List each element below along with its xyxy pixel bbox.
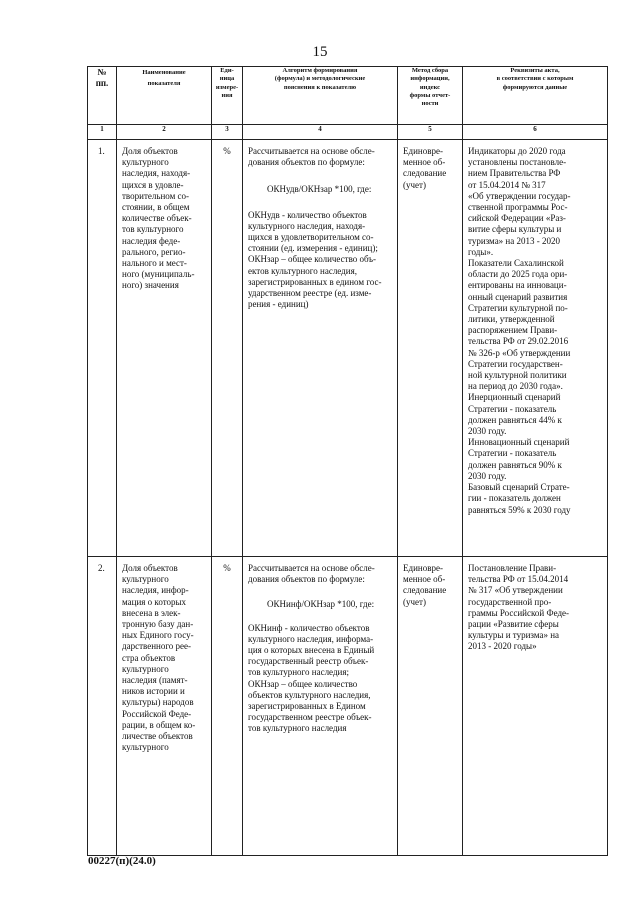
header-act-requisites: Реквизиты акта, в соответствии с которым формируются данные <box>463 67 608 125</box>
algorithm-intro: Рассчитывается на основе обсле- дования объектов по формуле: <box>248 563 375 585</box>
column-number: 1 <box>88 125 117 140</box>
column-number: 6 <box>463 125 608 140</box>
table-row <box>88 140 608 557</box>
indicators-table <box>87 66 608 856</box>
unit-cell <box>212 140 243 557</box>
algorithm-cell <box>243 557 398 856</box>
act-requisites-cell <box>463 557 608 856</box>
act-requisites: Постановление Прави- тельства РФ от 15.04.2014 № 317 «Об утверждении государственной про- граммы Российской Феде- рации «Развитие сферы культуры и туризма» на 2013 - 2020 годы» <box>468 563 570 652</box>
algorithm-intro: Рассчитывается на основе обсле- дования объектов по формуле: <box>248 146 375 168</box>
unit-value: % <box>223 563 231 573</box>
row-number: 1. <box>98 146 105 156</box>
indicator-name: Доля объектов культурного наследия, находя- щихся в удовле- творительном со- стоянии, в общем количестве объек- тов культурного наследия феде- рального, регио- нального и мест- ного (муниципаль- ного) значения <box>122 146 195 291</box>
collection-method-cell <box>398 140 463 557</box>
indicator-name-cell <box>117 140 212 557</box>
column-number: 4 <box>243 125 398 140</box>
act-requisites-cell <box>463 140 608 557</box>
column-number: 2 <box>117 125 212 140</box>
collection-method-cell <box>398 557 463 856</box>
algorithm-notes: ОКНудв - количество объектов культурного наследия, находя- щихся в удовлетворительном со- стоянии (ед. измерения - единиц); ОКНзар – общее количество объ- ектов культурного наследия, зарегистрированных в едином гос- ударственном реестре (ед. изме- рения - единиц) <box>248 209 382 310</box>
algorithm-notes: ОКНинф - количество объектов культурного наследия, информа- ция о которых внесена в Единый государственный реестр объек- тов культурного наследия; ОКНзар – общее количество объектов культурного наследия, зарегистрированных в Едином государственном реестре объек- тов культурного наследия <box>248 622 375 734</box>
column-number-row <box>88 125 608 140</box>
formula: ОКНудв/ОКНзар *100, где: <box>267 184 372 195</box>
row-number-cell <box>88 140 117 557</box>
indicator-name: Доля объектов культурного наследия, инфор- мация о которых внесена в элек- тронную базу дан- ных Единого госу- дарственного рее- стра объектов культурного наследия (памят- ников истории и культуры) народов Российской Феде- рации, в общем ко- личестве объектов культурного <box>122 563 196 753</box>
header-number: № пп. <box>88 67 117 125</box>
unit-value: % <box>223 146 231 156</box>
algorithm-cell <box>243 140 398 557</box>
act-requisites: Индикаторы до 2020 года установлены постановле- нием Правительства РФ от 15.04.2014 № 317 «Об утверждении государ- ственной программы Рос- сийской Федерации «Раз- витие сферы культуры и туризма» на 2013 - 2020 годы». Показатели Сахалинской области до 2025 года ори- ентированы на инноваци- онный сценарий развития Стратегии культурной по- литики, утвержденной распоряжением Прави- тельства РФ от 29.02.2016 № 326-р «Об утверждении Стратегии государствен- ной культурной политики на период до 2030 года». Инерционный сценарий Стратегии - показатель должен равняться 44% к 2030 году. Инновационный сценарий Стратегии - показатель должен равняться 90% к 2030 году. Базовый сценарий Страте- гии - показатель должен равняться 59% к 2030 году <box>468 146 571 515</box>
collection-method: Единовре- менное об- следование (учет) <box>403 563 447 607</box>
row-number: 2. <box>98 563 105 573</box>
column-number: 3 <box>212 125 243 140</box>
page-number: 15 <box>312 44 328 60</box>
document-code: 00227(п)(24.0) <box>88 855 156 867</box>
formula: ОКНинф/ОКНзар *100, где: <box>267 599 375 610</box>
row-number-cell <box>88 557 117 856</box>
unit-cell <box>212 557 243 856</box>
header-indicator-name: Наименование показателя <box>117 67 212 125</box>
indicator-name-cell <box>117 557 212 856</box>
table-header-row <box>88 67 608 125</box>
column-number: 5 <box>398 125 463 140</box>
header-algorithm: Алгоритм формирования (формула) и методологические пояснения к показателю <box>243 67 398 125</box>
table-row <box>88 557 608 856</box>
collection-method: Единовре- менное об- следование (учет) <box>403 146 447 190</box>
header-unit: Еди- ница измере- ния <box>212 67 243 125</box>
header-collection-method: Метод сбора информации, индекс формы отчет- ности <box>398 67 463 125</box>
